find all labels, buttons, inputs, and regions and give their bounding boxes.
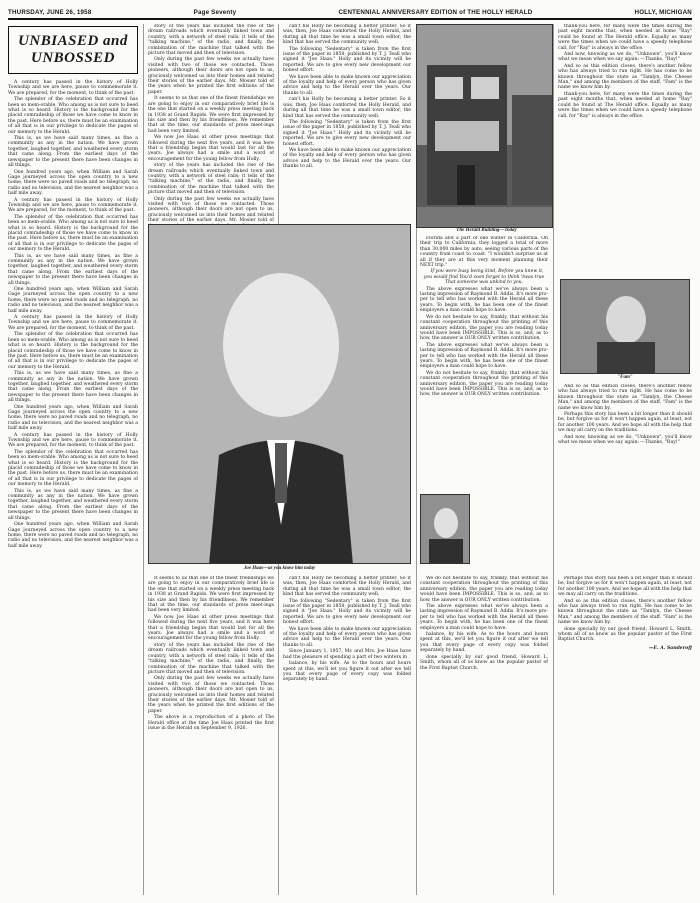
article-paragraph: The splendor of the celebration that occurred has been so mem-orable. Who among us is not sure to heed what is so heard. History is the background for the placid comradeship of those we have come to know in the past. Here before us, there must be an examination of all that is in our privilege to dedicate the pages of our memory to the Herald. xyxy=(8,97,138,135)
column-5-lower xyxy=(558,384,692,564)
article-paragraph: done specially by our good friend, Howard L. Smith, whom all of us know as the popular pastor of the First Baptist Church. xyxy=(420,654,548,671)
newspaper-page xyxy=(8,24,692,895)
article-paragraph: Florida and a part of one winter in California. On their trip to California, they logged a total of more than 30,000 miles by auto, seeing various parts of the country from coast to coast. "I wouldn't surprise us at all if they are at this very moment planning their NEXT trip." xyxy=(420,236,548,269)
herald-building-photo xyxy=(416,24,553,228)
article-paragraph: A century has passed in the history of Holly Township and we are here, pause to commemorate it. We are prepared, for the moment, to think of the past. xyxy=(8,315,138,331)
article-paragraph: Only during the past few weeks we actually have visited with two of those we contacted. Those pioneers, although their doors are not open to us, graciously welcomed us into their homes and related their stories of the earlier days. Mr. Mosier told of xyxy=(148,196,274,224)
article-paragraph: thank-you here, for many were the times during the past eight months that, when needed at home "Ray" could be found at The Herald office. Equally as many were the times when we could have a speedy telephone call, for "Ray" is always in the office. xyxy=(558,91,692,119)
article-paragraph: Perhaps this story has been a bit longer than it should be, but forgive us for it won't happen again, at least, not for another 100 years. And we hope all with the help that we may all carry on the traditions. xyxy=(558,576,692,598)
joe-haas-illustration xyxy=(149,225,411,564)
joe-haas-photo xyxy=(148,224,411,564)
article-paragraph: can't his Holly he becoming a better printer. So it was, then, Joe Haas comforted the Holly Herald, and during all that time he was a small town editor, the kind that has served the community well. xyxy=(283,97,411,119)
article-paragraph: We do not hesitate to say, frankly, that without his constant cooperation throughout the printing of this anniversary edition, the paper you are reading today would have been IMPOSSIBLE. This is so, and, as to how, the answer is OUR ONLY written contribution. xyxy=(420,576,548,603)
article-paragraph: The above is a reproduction of a photo of The Herald office at the time Joe Haas printed the first issue in the Herald on September 9, 1926. xyxy=(148,715,274,731)
article-paragraph: The above expresses what we've always been a lasting impression of Raymond B. Addis. It's more pro-per to tell who has worked with the Herald all these years. To begin with, he has been one of the finest employers a man could hope to have. xyxy=(420,342,548,370)
fam-caption: "Fam" xyxy=(617,375,633,380)
article-paragraph: balance, by his wife. As to the hours and hours spent at this, we'll let you figure it out after we tell you that every page of every copy was folded separately by hand. xyxy=(420,632,548,654)
column-1 xyxy=(8,24,138,895)
article-paragraph: The above expresses what we've always been a lasting impression of Raymond B. Addis. It's more pro-per to tell who has worked with the Herald all these years. To begin with, he has been one of the finest employers a man could hope to have. xyxy=(420,604,548,631)
article-paragraph: thank-you here, for many were the times during the past eight months that, when needed at home "Ray" could be found at The Herald office. Equally as many were the times when we could have a speedy telephone call, for "Ray" is always in the office. xyxy=(558,24,692,51)
article-paragraph: We have been able to make known our appreciation of the loyalty and help of every person who has given advice and help to the Herald over the years. Our thanks to all. xyxy=(283,626,411,648)
article-paragraph: It seems to us that one of the finest friendships we are going to enjoy in our comparatively brief life is the one that started on a weekly press meeting back in 1938 at Grand Rapids. We were first impressed by his size and then by his friendliness. We remember that at the time, our standards of press meet-ings had been very limited. xyxy=(148,96,274,134)
article-paragraph: A century has passed in the history of Holly Township and we are here, pause to commemorate it. We are prepared, for the moment, to think of the past. xyxy=(8,197,138,214)
article-paragraph: One hundred years ago, when William and Sarah Gage journeyed across the open country to a new home, there were no paved roads and no telegraph, no radio and no television, and the nearest neighbor was a half mile away. xyxy=(8,522,138,549)
fam-portrait-illustration xyxy=(561,280,690,374)
header-title: CENTENNIAL ANNIVERSARY EDITION of THE HOLLY HERALD xyxy=(338,9,533,16)
page-header xyxy=(8,6,692,20)
article-paragraph: The following "Sedentary" is taken from the first issue of the paper in 1858, published by T. J. Teall who signed it "Joe Haas." Holly and its vicinity will be reported. We are to give every new development our honest effort. xyxy=(283,598,411,626)
article-paragraph: The splendor of the celebration that occurred has been so mem-orable. Who among us is not sure to heed what is so heard. History is the background for the placid comradeship of those we have come to know in the past. Here before us, there must be an examination of all that is in our privilege to dedicate the pages of our memory to the Herald. xyxy=(8,332,138,370)
article-paragraph: The above expresses what we've always been a lasting impression of Raymond B. Addis. It's more pro-per to tell who has worked with the Herald all these years. To begin with, he has been one of the finest employers a man could hope to have. xyxy=(420,286,548,314)
headline-line-1: UNBIASED and xyxy=(18,33,128,49)
article-paragraph: And so as this edition closes, there's another fellow who has always tried to run right. He has come to be known throughout the state as "Tamlyn, the Cheese Man," and among the members of the staff. "Fam" is the name we know him by. xyxy=(558,598,692,626)
article-paragraph: We have been able to make known our appreciation of the loyalty and help of every person who has given advice and help to the Herald over the years. Our thanks to all. xyxy=(283,74,411,96)
article-paragraph: can't his Holly he becoming a better printer. So it was, then, Joe Haas comforted the Holly Herald, and during all that time he was a small town editor, the kind that has served the community well. xyxy=(283,24,411,46)
column-5 xyxy=(558,24,692,274)
header-page: Page Seventy xyxy=(193,9,237,16)
article-paragraph: This is, as we have said many times, as fine a community as any in the nation. We have grown together, laughed together, and weathered every storm that came along. From the earliest days of the newspaper to the present there have been changes in all things. xyxy=(8,488,138,521)
article-paragraph: This is, as we have said many times, as fine a community as any in the nation. We have grown together, laughed together, and weathered every storm that came along. From the earliest days of the newspaper to the present there have been changes in all things. xyxy=(8,136,138,169)
column-rule xyxy=(143,24,144,895)
article-paragraph: One hundred years ago, when William and Sarah Gage journeyed across the open country to a new home, there were no paved roads and no telegraph, no radio and no television, and the nearest neighbor was a half mile away. xyxy=(8,287,138,314)
column-rule xyxy=(553,24,554,895)
verse: If you were busy being kind, Before you knew it, you would find You'd soon forget to think 'twas true That someone was unkind to you. xyxy=(423,269,545,286)
headline-line-2: UNBOSSED xyxy=(30,50,116,66)
article-paragraph: And so as this edition closes, there's another fellow who has always tried to run right. He has come to be known throughout the state as "Tamlyn, the Cheese Man," and among the members of the staff. "Fam" is the name we know him by. xyxy=(558,384,692,411)
article-paragraph: This is, as we have said many times, as fine a community as any in the nation. We have grown together, laughed together, and weathered every storm that came along. From the earliest days of the newspaper to the present there have been changes in all things. xyxy=(8,253,138,286)
column-3 xyxy=(283,24,411,256)
article-paragraph: story of the years has included the rise of the dream railroads which eventually linked town and country, with a network of steel rails; it tells of the "talking machine," of the radio, and finally, the combination of the machine that talked with the picture that moved and then of television. xyxy=(148,642,274,675)
headline-box xyxy=(8,26,138,74)
article-paragraph: We do not hesitate to say, frankly, that without his constant cooperation throughout the printing of this anniversary edition, the paper you are reading today would have been IMPOSSIBLE. This is so, and, as to how, the answer is OUR ONLY written contribution. xyxy=(420,370,548,398)
article-paragraph: One hundred years ago, when William and Sarah Gage journeyed across the open country to a new home, there were no paved roads and no telegraph, no radio and no television, and the nearest neighbor was a half mile away. xyxy=(8,404,138,432)
article-paragraph: One hundred years ago, when William and Sarah Gage journeyed across the open country to a new home, there were no paved roads and no telegraph, no radio and no television, and the nearest neighbor was a half mile away. xyxy=(8,169,138,197)
article-paragraph: And now, knowing as we do, "Unknown", you'll know what we mean when we say again: —Thanks, "Ray!" xyxy=(558,52,692,63)
author-signature: —E. A. Sanderoff xyxy=(648,645,692,651)
article-paragraph: story of the years has included the rise of the dream railroads which eventually linked town and country, with a network of steel rails; it tells of the "talking machine," of the radio, and finally, the combination of the machine that talked with the picture that moved and then of television. xyxy=(148,163,274,196)
article-paragraph: We do not hesitate to say, frankly, that without his constant cooperation throughout the printing of this anniversary edition, the paper you are reading today would have been IMPOSSIBLE. This is so, and, as to how, the answer is OUR ONLY written contribution. xyxy=(420,314,548,342)
article-paragraph: We have been able to make known our appreciation of the loyalty and help of every person who has given advice and help to the Herald over the years. Our thanks to all. xyxy=(283,147,411,170)
article-paragraph: Only during the past few weeks we actually have visited with two of those we contacted. Those pioneers, although their doors are not open to us, graciously welcomed us into their homes and related their stories of the earlier days. Mr. Mosier told of the years when he printed the first editions of the paper. xyxy=(148,676,274,714)
article-paragraph: can't his Holly he becoming a better printer. So it was, then, Joe Haas comforted the Holly Herald, and during all that time he was a small town editor, the kind that has served the community well. xyxy=(283,576,411,598)
article-paragraph: The following "Sedentary" is taken from the first issue of the paper in 1858, published by T. J. Teall who signed it "Joe Haas." Holly and its vicinity will be reported. We are to give every new development our honest effort. xyxy=(283,119,411,147)
article-paragraph: A century has passed in the history of Holly Township and we are here, pause to commemorate it. We are prepared, for the moment, to think of the past. xyxy=(8,80,138,96)
column-5-bottom xyxy=(558,576,692,895)
column-2-bottom xyxy=(148,576,274,895)
article-paragraph: We now Joe Haas at other press meetings that followed during the next five years, and it was here that a friendship began that would last for all the years. Joe always had a smile and a word of encouragement for the young fellow from Holly. xyxy=(148,135,274,162)
building-caption: The Herald Building—Today xyxy=(456,228,517,233)
article-paragraph: And now, knowing as we do, "Unknown", you'll know what we mean when we say again: —Thanks, "Ray!" xyxy=(558,434,692,446)
article-paragraph: done specially by our good friend, Howard L. Smith, whom all of us know as the popular pastor of the First Baptist Church. xyxy=(558,626,692,643)
herald-building-illustration xyxy=(417,25,553,228)
fam-photo xyxy=(560,279,690,374)
small-portrait-illustration xyxy=(421,495,470,564)
article-paragraph: The splendor of the celebration that occurred has been so mem-orable. Who among us is not sure to heed what is so heard. History is the background for the placid comradeship of those we have come to know in the past. Here before us, there must be an examination of all that is in our privilege to dedicate the pages of our memory to the Herald. xyxy=(8,449,138,488)
small-portrait-photo xyxy=(420,494,470,564)
article-paragraph: The splendor of the celebration that occurred has been so mem-orable. Who among us is not sure to heed what is so heard. History is the background for the placid comradeship of those we have come to know in the past. Here before us, there must be an examination of all that is in our privilege to dedicate the pages of our memory to the Herald. xyxy=(8,214,138,253)
header-date: THURSDAY, JUNE 26, 1958 xyxy=(8,9,92,16)
article-paragraph: We now Joe Haas at other press meetings that followed during the next five years, and it was here that a friendship began that would last for all the years. Joe always had a smile and a word of encouragement for the young fellow from Holly. xyxy=(148,614,274,642)
article-paragraph: Only during the past few weeks we actually have visited with two of those we contacted. Those pioneers, although their doors are not open to us, graciously welcomed us into their homes and related their stories of the earlier days. Mr. Mosier told of the years when he printed the first editions of the paper. xyxy=(148,57,274,95)
article-paragraph: It seems to us that one of the finest friendships we are going to enjoy in our comparatively brief life is the one that started on a weekly press meeting back in 1938 at Grand Rapids. We were first impressed by his size and then by his friendliness. We remember that at the time, our standards of press meet-ings had been very limited. xyxy=(148,576,274,614)
header-city: HOLLY, MICHIGAN xyxy=(634,9,692,16)
article-paragraph: Perhaps this story has been a bit longer than it should be, but forgive us for it won't happen again, at least, not for another 100 years. And we hope all with the help that we may all carry on the traditions. xyxy=(558,412,692,434)
article-paragraph: This is, as we have said many times, as fine a community as any in the nation. We have grown together, laughed together, and weathered every storm that came along. From the earliest days of the newspaper to the present there have been changes in all things. xyxy=(8,371,138,404)
article-paragraph: And so as this edition closes, there's another fellow who has always tried to run right. He has come to be known throughout the state as "Tamlyn, the Cheese Man," and among the members of the staff. "Fam" is the name we know him by. xyxy=(558,63,692,91)
column-3-bottom xyxy=(283,576,411,895)
joe-haas-caption: Joe Haas—as you know him today xyxy=(243,566,316,571)
article-paragraph: Since January 1, 1957, Mr. and Mrs. Joe Haas have had the pleasure of spending a part of two winters in xyxy=(283,649,411,660)
article-paragraph: A century has passed in the history of Holly Township and we are here, pause to commemorate it. We are prepared, for the moment, to think of the past. xyxy=(8,432,138,449)
column-4-bottom xyxy=(420,576,548,895)
article-paragraph: balance, by his wife. As to the hours and hours spent at this, we'll let you figure it out after we tell you that every page of every copy was folded separately by hand. xyxy=(283,661,411,683)
article-paragraph: The following "Sedentary" is taken from the first issue of the paper in 1858, published by T. J. Teall who signed it "Joe Haas." Holly and its vicinity will be reported. We are to give every new development our honest effort. xyxy=(283,46,411,74)
article-paragraph: story of the years has included the rise of the dream railroads which eventually linked town and country, with a network of steel rails; it tells of the "talking machine," of the radio, and finally, the combination of the machine that talked with the picture that moved and then of television. xyxy=(148,24,274,57)
